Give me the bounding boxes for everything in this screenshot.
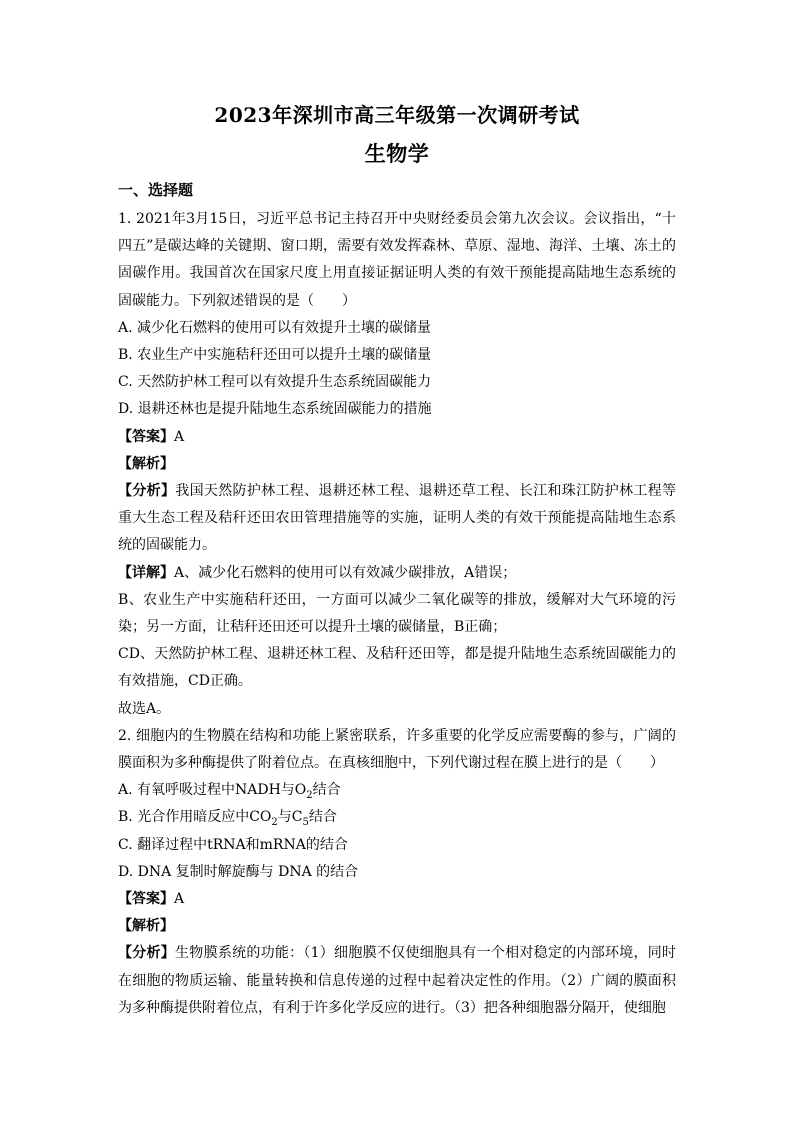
q1-xiangjie-text: A、减少化石燃料的使用可以有效减少碳排放，A错误； [174,564,517,581]
q2-option-c: C. 翻译过程中tRNA和mRNA的结合 [118,836,348,853]
q1-analysis-label: 【解析】 [118,455,174,472]
q1-stem: 1. 2021年3月15日，习近平总书记主持召开中央财经委员会第九次会议。会议指出，“十四五”是碳达峰的关键期、窗口期，需要有效发挥森林、草原、湿地、海洋、土壤、冻土的固碳作用。我国首次在国家尺度上用直接证据证明人类的有效干预能提高陆地生态系统的固碳能力。下列叙述错误的是（ ） [118,211,676,309]
q1-xiangjie-label: 【详解】 [118,564,174,581]
q1-detail-cd: CD、天然防护林工程、退耕还林工程、及秸秆还田等，都是提升陆地生态系统固碳能力的有效措施，CD正确。 [118,646,676,690]
q1-answer-label: 【答案】 [118,428,174,445]
q2-analysis-label: 【解析】 [118,918,174,935]
q1-option-b: B. 农业生产中实施秸秆还田可以提升土壤的碳储量 [118,347,432,364]
questions-body [118,206,676,1022]
q2-fenxi [118,940,676,1022]
q1-answer-value: A [174,428,185,445]
q1-option-c: C. 天然防护林工程可以有效提升生态系统固碳能力 [118,374,432,391]
q2-option-a-sub: 2 [306,790,313,802]
q2-stem: 2. 细胞内的生物膜在结构和功能上紧密联系，许多重要的化学反应需要酶的参与，广阔的膜面积为多种酶提供了附着位点。在真核细胞中，下列代谢过程在膜上进行的是（ ） [118,727,676,772]
q2-option-a-text: A. 有氧呼吸过程中NADH与O [118,782,307,799]
q2-option-b-text: B. 光合作用暗反应中CO [118,809,272,826]
q2-option-a [118,777,676,804]
q1-fenxi-label: 【分析】 [118,483,176,500]
q1-xiangjie [118,560,676,587]
q2-option-d: D. DNA 复制时解旋酶与 DNA 的结合 [118,863,359,880]
q2-answer-label: 【答案】 [118,891,174,908]
q1-answer [118,424,676,451]
section-heading: 一、选择题 [118,181,194,199]
q1-option-a: A. 减少化石燃料的使用可以有效提升土壤的碳储量 [118,319,432,336]
q2-fenxi-text: 生物膜系统的功能：（1）细胞膜不仅使细胞具有一个相对稳定的内部环境，同时在细胞的物质运输、能量转换和信息传递的过程中起着决定性的作用。（2）广阔的膜面积为多种酶提供附着位点，有利于许多化学反应的进行。（3）把各种细胞器分隔开，使细胞 [118,945,677,1016]
q2-option-b [118,804,676,831]
q2-option-b-sub2: 5 [302,817,309,829]
q1-conclusion: 故选A。 [118,700,171,717]
q1-detail-b: B、农业生产中实施秸秆还田，一方面可以减少二氧化碳等的排放，缓解对大气环境的污染；另一方面，让秸秆还田还可以提升土壤的碳储量，B正确； [118,591,676,636]
exam-title: 2023年深圳市高三年级第一次调研考试 [214,103,580,127]
q2-answer [118,886,676,913]
q1-fenxi [118,478,676,560]
subject-title: 生物学 [364,141,430,166]
q2-fenxi-label: 【分析】 [118,945,176,962]
q2-answer-value: A [174,891,185,908]
q1-option-d: D. 退耕还林也是提升陆地生态系统固碳能力的措施 [118,401,432,418]
q2-option-b-post: 结合 [308,809,337,826]
q1-fenxi-text: 我国天然防护林工程、退耕还林工程、退耕还草工程、长江和珠江防护林工程等重大生态工程及秸秆还田农田管理措施等的实施，证明人类的有效干预能提高陆地生态系统的固碳能力。 [118,483,677,554]
q2-option-a-post: 结合 [312,782,341,799]
q2-option-b-sub1: 2 [271,817,278,829]
q2-option-b-mid: 与C [277,809,303,826]
